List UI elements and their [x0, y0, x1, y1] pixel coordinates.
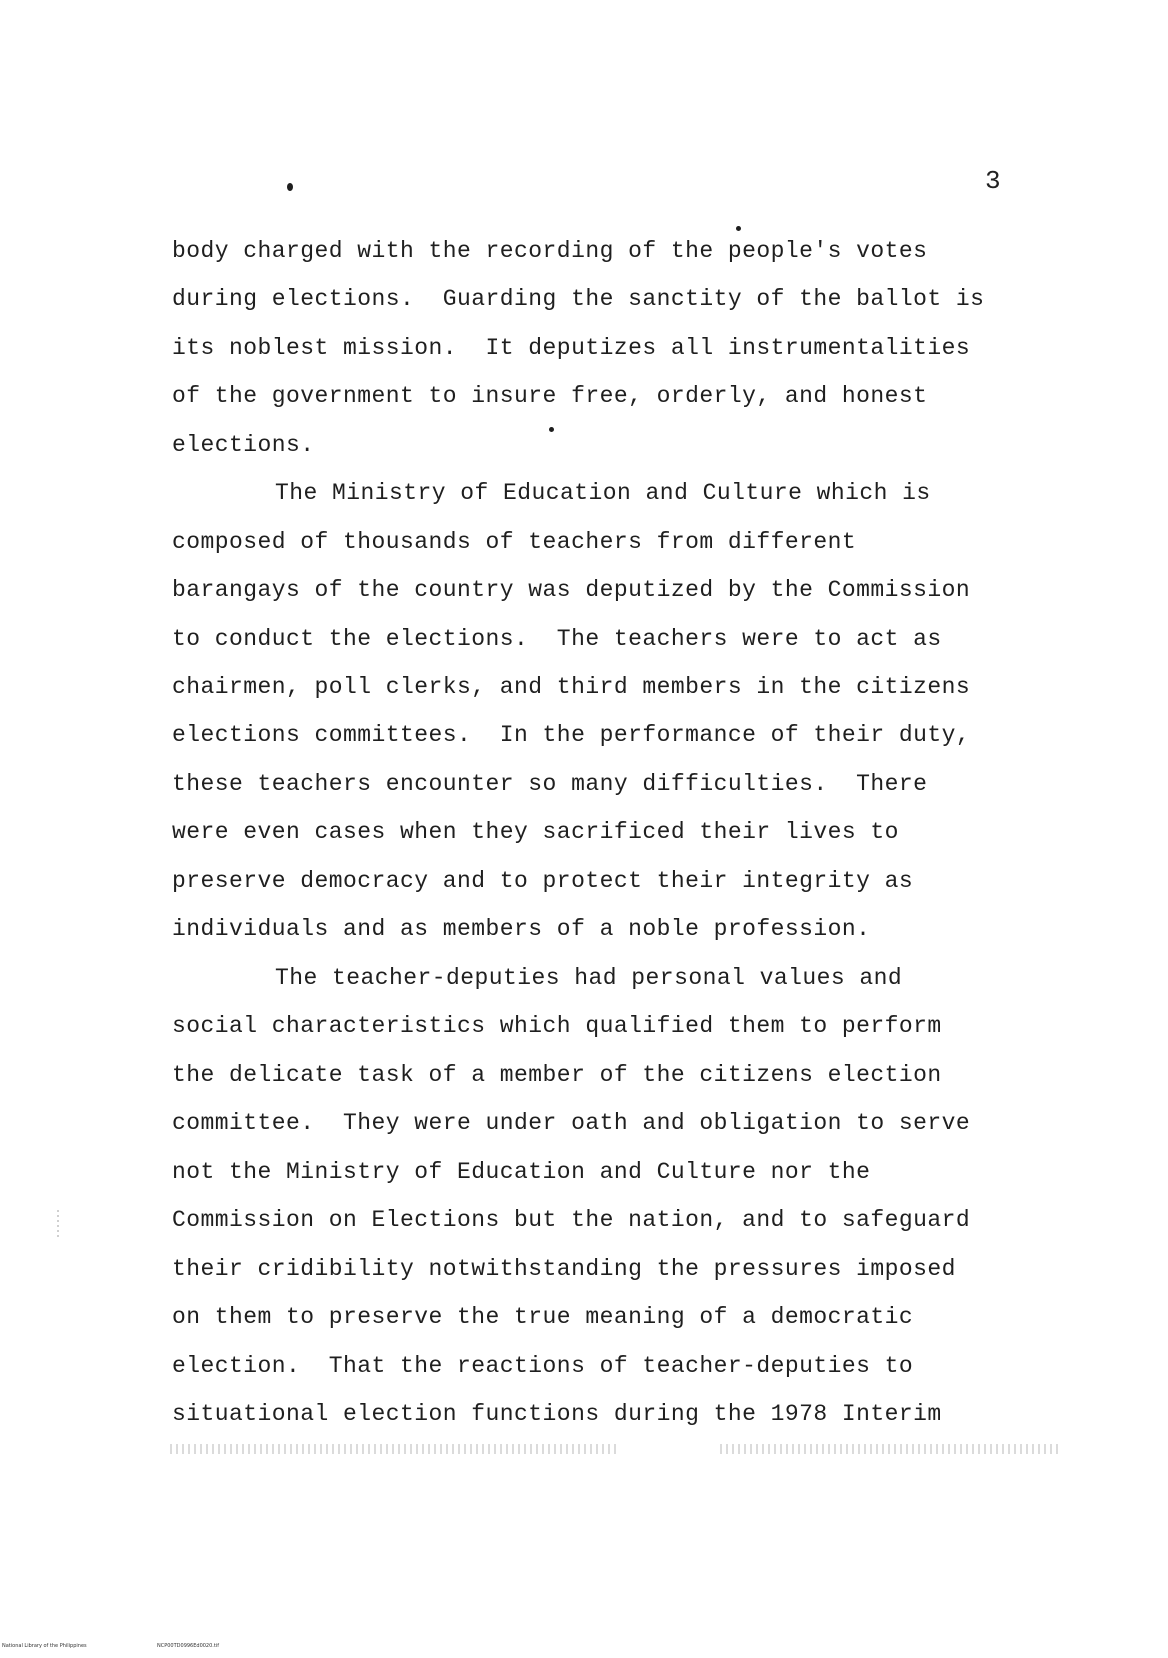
- footer-file-id: NCP00TD0996Ed0020.tif: [157, 1643, 219, 1649]
- ink-speck: [736, 226, 741, 231]
- page-number: 3: [985, 166, 1001, 196]
- text-line: on them to preserve the true meaning of a democratic: [172, 1304, 914, 1330]
- text-line: composed of thousands of teachers from different: [172, 529, 857, 555]
- text-line: individuals and as members of a noble profession.: [172, 916, 871, 942]
- text-line: elections committees. In the performance of their duty,: [172, 722, 971, 748]
- ink-speck: [549, 427, 554, 432]
- text-line: The teacher-deputies had personal values and: [275, 965, 903, 991]
- text-line: election. That the reactions of teacher-deputies to: [172, 1353, 914, 1379]
- text-line: elections.: [172, 432, 315, 458]
- text-line: these teachers encounter so many difficulties. There: [172, 771, 928, 797]
- text-line: to conduct the elections. The teachers were to act as: [172, 626, 942, 652]
- text-line: were even cases when they sacrificed their lives to: [172, 819, 899, 845]
- text-line: chairmen, poll clerks, and third members in the citizens: [172, 674, 971, 700]
- ink-speck: [287, 183, 293, 191]
- text-line: during elections. Guarding the sanctity of the ballot is: [172, 286, 985, 312]
- text-line: barangays of the country was deputized by the Commission: [172, 577, 971, 603]
- faint-scan-text: [170, 1444, 620, 1454]
- text-line: committee. They were under oath and obligation to serve: [172, 1110, 971, 1136]
- text-line: its noblest mission. It deputizes all instrumentalities: [172, 335, 971, 361]
- text-line: Commission on Elections but the nation, and to safeguard: [172, 1207, 971, 1233]
- text-line: social characteristics which qualified them to perform: [172, 1013, 942, 1039]
- text-line: body charged with the recording of the people's votes: [172, 238, 928, 264]
- text-line: situational election functions during the 1978 Interim: [172, 1401, 942, 1427]
- footer-library: National Library of the Philippines: [2, 1643, 87, 1649]
- faint-scan-text: [720, 1444, 1060, 1454]
- text-line: their cridibility notwithstanding the pressures imposed: [172, 1256, 956, 1282]
- text-line: of the government to insure free, orderly, and honest: [172, 383, 928, 409]
- text-line: the delicate task of a member of the citizens election: [172, 1062, 942, 1088]
- scan-margin-marks: [57, 1210, 59, 1240]
- text-line: preserve democracy and to protect their integrity as: [172, 868, 914, 894]
- text-line: The Ministry of Education and Culture which is: [275, 480, 931, 506]
- text-line: not the Ministry of Education and Culture nor the: [172, 1159, 871, 1185]
